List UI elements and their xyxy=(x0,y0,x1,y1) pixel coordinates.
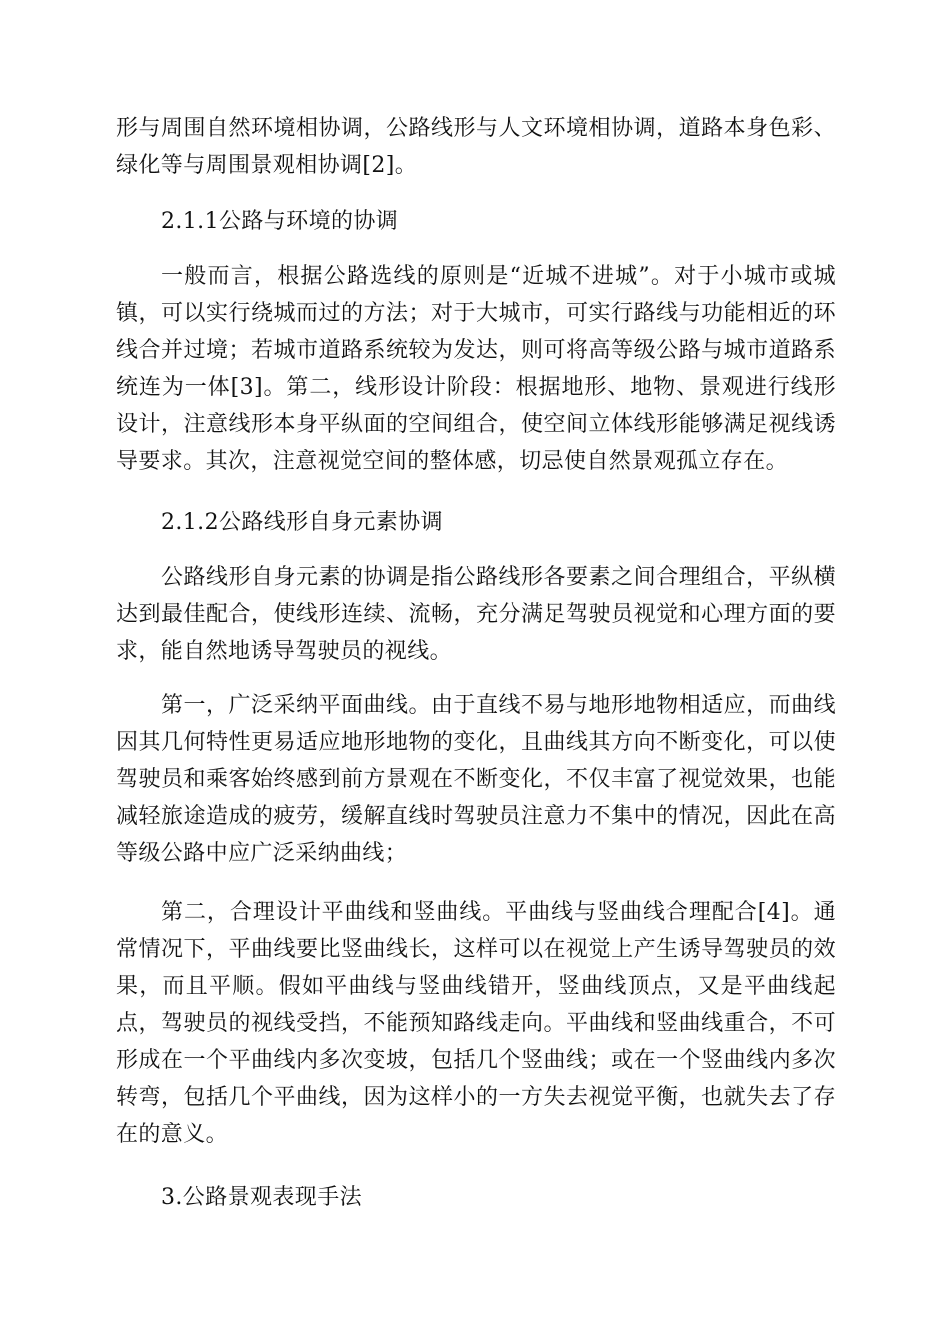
paragraph-continuation: 形与周围自然环境相协调，公路线形与人文环境相协调，道路本身色彩、绿化等与周围景观相协调[2]。 xyxy=(116,116,836,178)
section-heading-2-1-1: 2.1.1公路与环境的协调 xyxy=(161,209,399,234)
paragraph-environment-coordination: 一般而言，根据公路选线的原则是“近城不进城”。对于小城市或城镇，可以实行绕城而过的方法；对于大城市，可实行路线与功能相近的环线合并过境；若城市道路系统较为发达，则可将高等级公路与城市道路系统连为一体[3]。第二，线形设计阶段：根据地形、地物、景观进行线形设计，注意线形本身平纵面的空间组合，使空间立体线形能够满足视线诱导要求。其次，注意视觉空间的整体感，切忌使自然景观孤立存在。 xyxy=(116,264,836,474)
paragraph-first-horizontal-curves: 第一，广泛采纳平面曲线。由于直线不易与地形地物相适应，而曲线因其几何特性更易适应地形地物的变化，且曲线其方向不断变化，可以使驾驶员和乘客始终感到前方景观在不断变化，不仅丰富了视觉效果，也能减轻旅途造成的疲劳，缓解直线时驾驶员注意力不集中的情况，因此在高等级公路中应广泛采纳曲线； xyxy=(116,693,836,866)
paragraph-second-curve-design: 第二，合理设计平曲线和竖曲线。平曲线与竖曲线合理配合[4]。通常情况下，平曲线要比竖曲线长，这样可以在视觉上产生诱导驾驶员的效果，而且平顺。假如平曲线与竖曲线错开，竖曲线顶点，又是平曲线起点，驾驶员的视线受挡，不能预知路线走向。平曲线和竖曲线重合，不可形成在一个平曲线内多次变坡，包括几个竖曲线；或在一个竖曲线内多次转弯，包括几个平曲线，因为这样小的一方失去视觉平衡，也就失去了存在的意义。 xyxy=(116,900,836,1147)
paragraph-alignment-elements: 公路线形自身元素的协调是指公路线形各要素之间合理组合，平纵横达到最佳配合，使线形连续、流畅，充分满足驾驶员视觉和心理方面的要求，能自然地诱导驾驶员的视线。 xyxy=(116,565,836,664)
section-heading-3: 3.公路景观表现手法 xyxy=(161,1185,362,1210)
section-heading-2-1-2: 2.1.2公路线形自身元素协调 xyxy=(161,510,443,535)
